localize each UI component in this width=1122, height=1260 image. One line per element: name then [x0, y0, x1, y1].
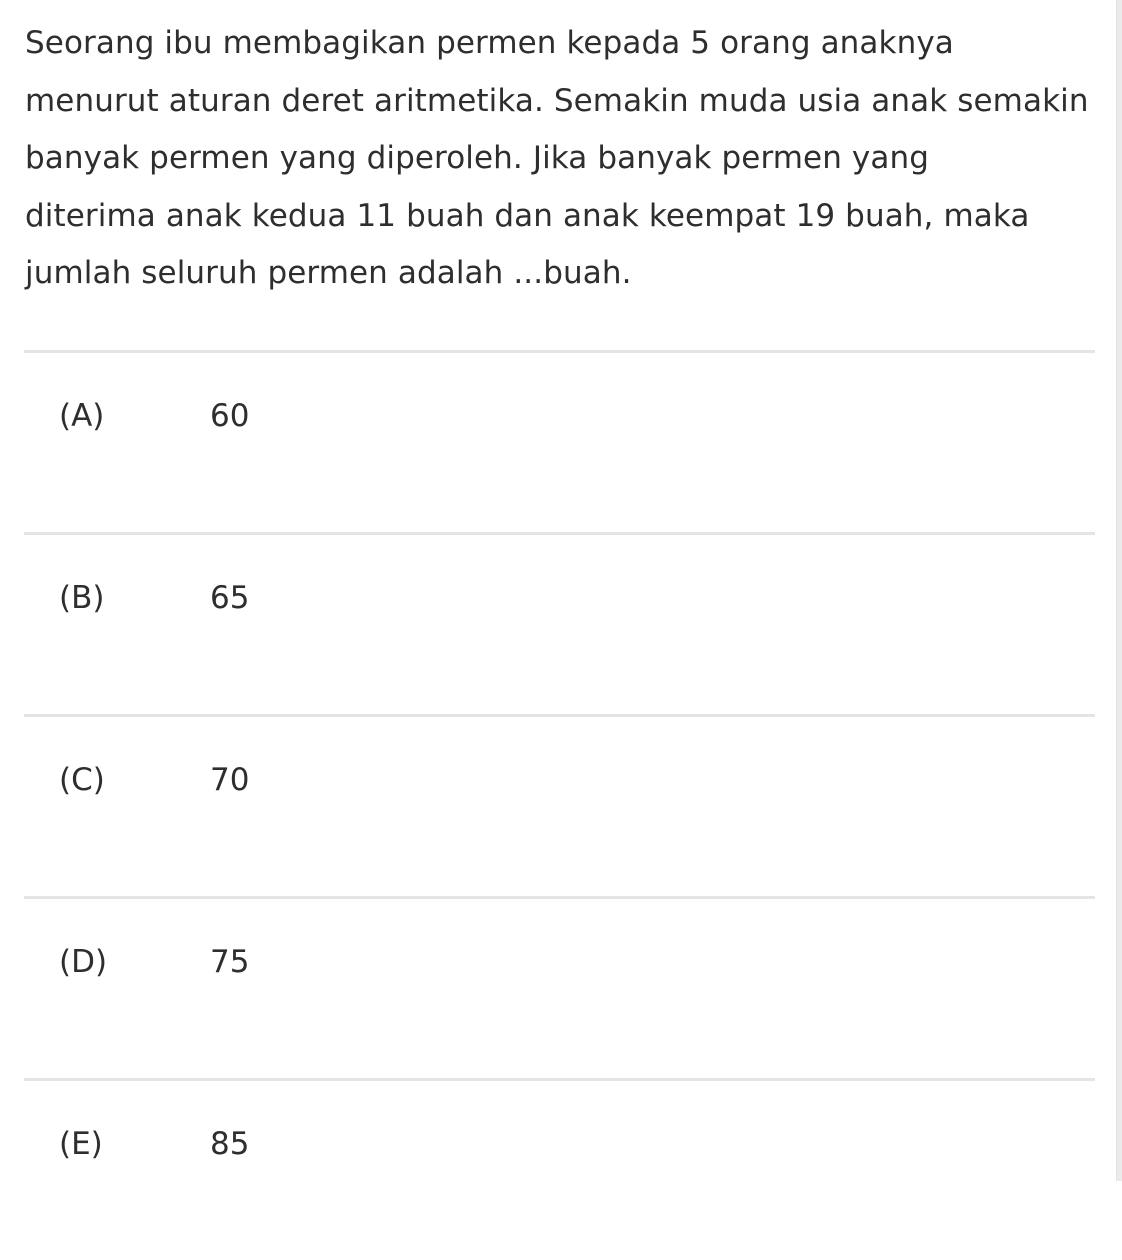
- question-line: banyak permen yang diperoleh. Jika banyak permen yang: [25, 140, 929, 176]
- option-value: 85: [210, 1126, 250, 1162]
- option-d[interactable]: [24, 896, 1095, 1078]
- option-value: 70: [210, 762, 250, 798]
- option-value: 60: [210, 398, 250, 434]
- option-a[interactable]: [24, 350, 1095, 532]
- option-letter: (A): [59, 398, 105, 434]
- option-e[interactable]: [24, 1078, 1095, 1260]
- answer-options-list: [24, 350, 1095, 1260]
- question-line: menurut aturan deret aritmetika. Semakin muda usia anak semakin: [25, 82, 1089, 119]
- option-value: 75: [210, 944, 250, 980]
- option-letter: (E): [59, 1126, 103, 1162]
- option-value: 65: [210, 580, 250, 616]
- option-letter: (B): [59, 580, 105, 616]
- option-letter: (C): [59, 762, 105, 798]
- option-letter: (D): [59, 944, 108, 980]
- scrollbar-track[interactable]: [1116, 0, 1122, 1181]
- question-line: Seorang ibu membagikan permen kepada 5 orang anaknya: [25, 25, 954, 61]
- question-line: diterima anak kedua 11 buah dan anak keempat 19 buah, maka: [25, 197, 1030, 234]
- option-c[interactable]: [24, 714, 1095, 896]
- question-text: [25, 15, 1100, 303]
- question-line: jumlah seluruh permen adalah ...buah.: [25, 255, 632, 291]
- option-b[interactable]: [24, 532, 1095, 714]
